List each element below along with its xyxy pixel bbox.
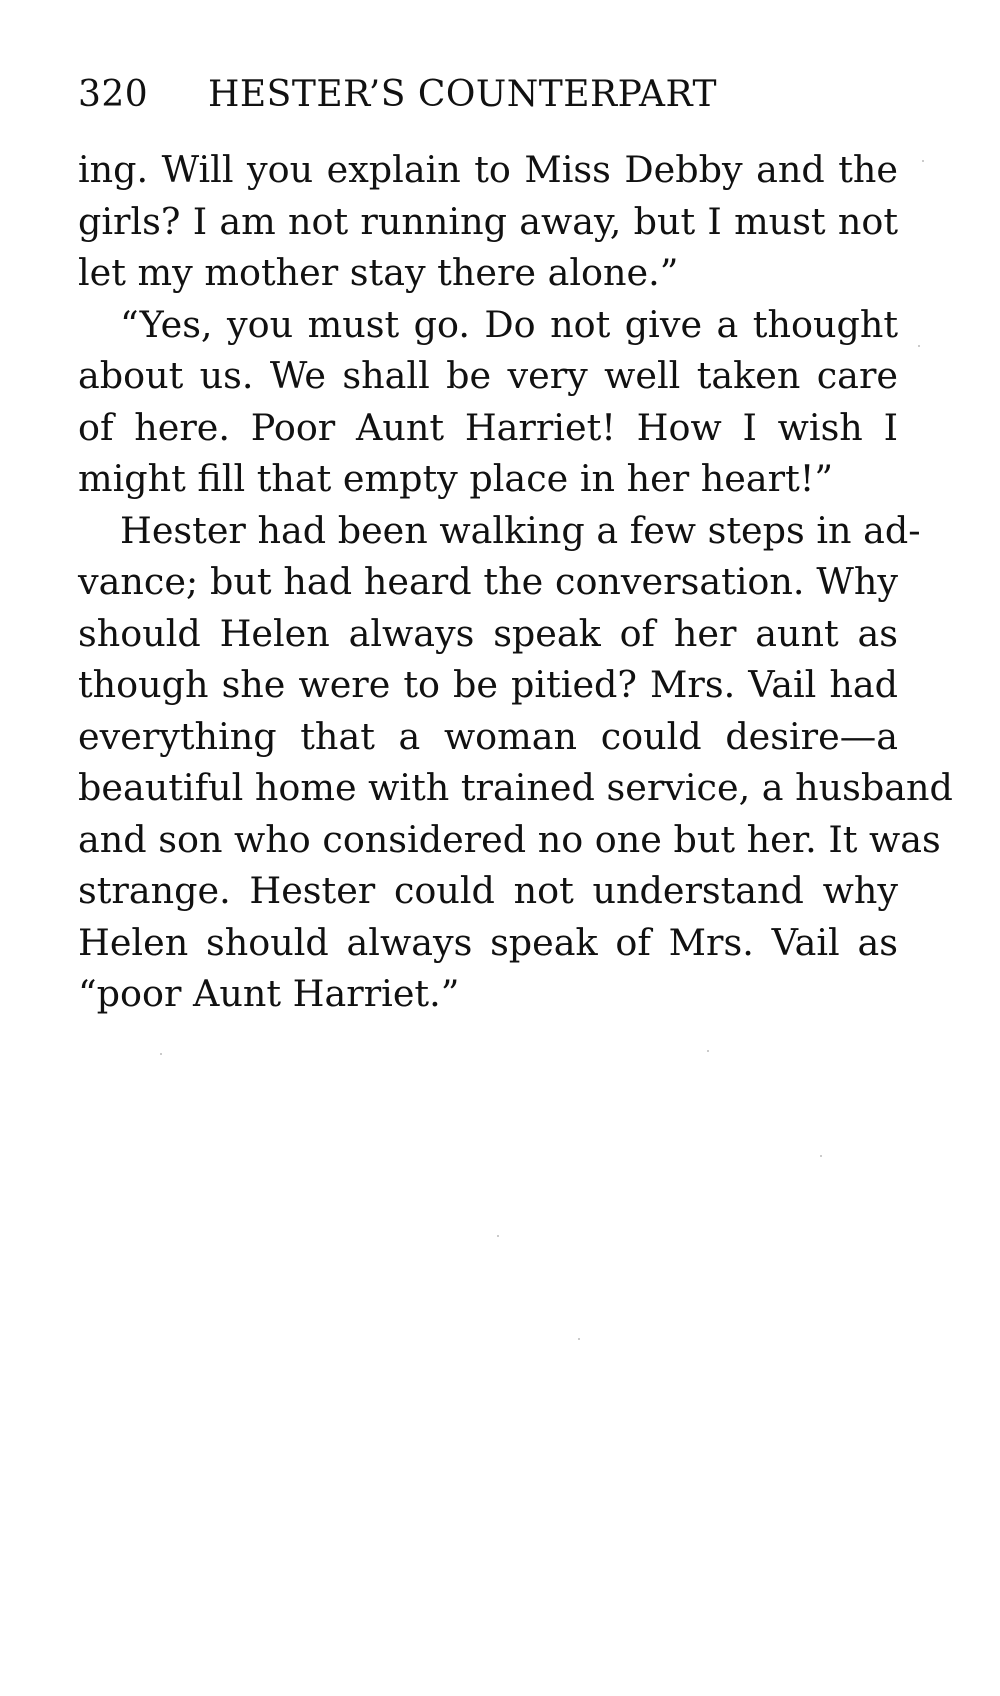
text-line: and son who considered no one but her. It was <box>78 817 941 861</box>
page-number: 320 <box>78 74 149 115</box>
text-line: might fill that empty place in her heart!” <box>78 457 834 500</box>
scan-speck <box>820 1155 822 1157</box>
text-line: strange. Hester could not understand why <box>78 869 898 912</box>
text-line: beautiful home with trained service, a husband <box>78 766 953 809</box>
running-title: HESTER’S COUNTERPART <box>208 74 718 115</box>
scan-speck <box>918 345 920 347</box>
running-head <box>78 74 898 124</box>
scan-speck <box>922 160 924 162</box>
text-line: Helen should always speak of Mrs. Vail as <box>78 920 898 964</box>
paragraph-start-line: “Yes, you must go. Do not give a thought <box>120 302 898 346</box>
text-line: everything that a woman could desire—a <box>78 714 898 758</box>
scan-speck <box>707 1050 709 1052</box>
text-line: vance; but had heard the conversation. Why <box>78 560 898 603</box>
text-line: girls? I am not running away, but I must not <box>78 199 898 243</box>
text-line: “poor Aunt Harriet.” <box>78 972 460 1015</box>
scan-speck <box>578 1338 580 1340</box>
scan-speck <box>497 1235 499 1237</box>
text-line: about us. We shall be very well taken care <box>78 354 898 397</box>
body-text <box>78 144 953 1020</box>
text-line: let my mother stay there alone.” <box>78 251 679 294</box>
paragraph-start-line: Hester had been walking a few steps in ad- <box>120 508 921 552</box>
text-line: should Helen always speak of her aunt as <box>78 611 898 655</box>
scan-speck <box>160 1053 162 1055</box>
text-line: though she were to be pitied? Mrs. Vail had <box>78 663 898 706</box>
text-line: ing. Will you explain to Miss Debby and the <box>78 148 898 191</box>
text-line: of here. Poor Aunt Harriet! How I wish I <box>78 405 898 449</box>
